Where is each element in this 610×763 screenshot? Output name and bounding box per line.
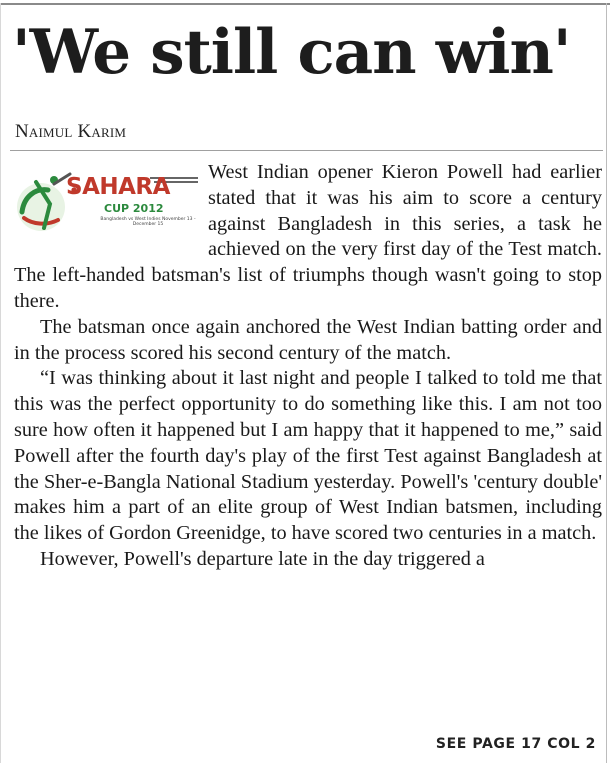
- logo-name: SAHARA: [66, 174, 170, 200]
- paragraph-3: “I was thinking about it last night and people I talked to told me that this was the perfect opportunity to do something like this. I am not too sure how often it happened but I am happy that it happened to me,” said Powell after the fourth day's play of the first Test against Bangladesh at the Sher-e-Bangla National Stadium yesterday. Powell's 'century double' makes him a part of an elite group of West Indian batsmen, including the likes of Gordon Greenidge, to have scored two centuries in a match.: [14, 367, 602, 545]
- sahara-cup-logo: [14, 166, 200, 242]
- paragraph-2: The batsman once again anchored the West Indian batting order and in the process scored his second century of the match.: [14, 315, 602, 364]
- continuation-jump-line: SEE PAGE 17 COL 2: [435, 736, 596, 752]
- paragraph-1: [14, 160, 602, 315]
- byline: Naimul Karim: [15, 121, 127, 142]
- logo-dates: Bangladesh vs West Indies November 13 - December 15: [100, 217, 196, 228]
- left-rule: [0, 3, 1, 763]
- top-rule: [0, 3, 610, 5]
- paragraph-1-text: West Indian opener Kieron Powell had earlier stated that it was his aim to score a century against Bangladesh in this series, a task he achieved on the very first day of the Test match. The left-handed batsman's list of triumphs though wasn't going to stop there.: [14, 161, 602, 312]
- headline: 'We still can win': [12, 17, 571, 88]
- column-rule: [606, 3, 607, 763]
- paragraph-4: However, Powell's departure late in the day triggered a: [40, 547, 485, 570]
- byline-rule: [10, 150, 603, 151]
- article-body: [14, 160, 602, 573]
- logo-subtitle: CUP 2012: [104, 202, 164, 215]
